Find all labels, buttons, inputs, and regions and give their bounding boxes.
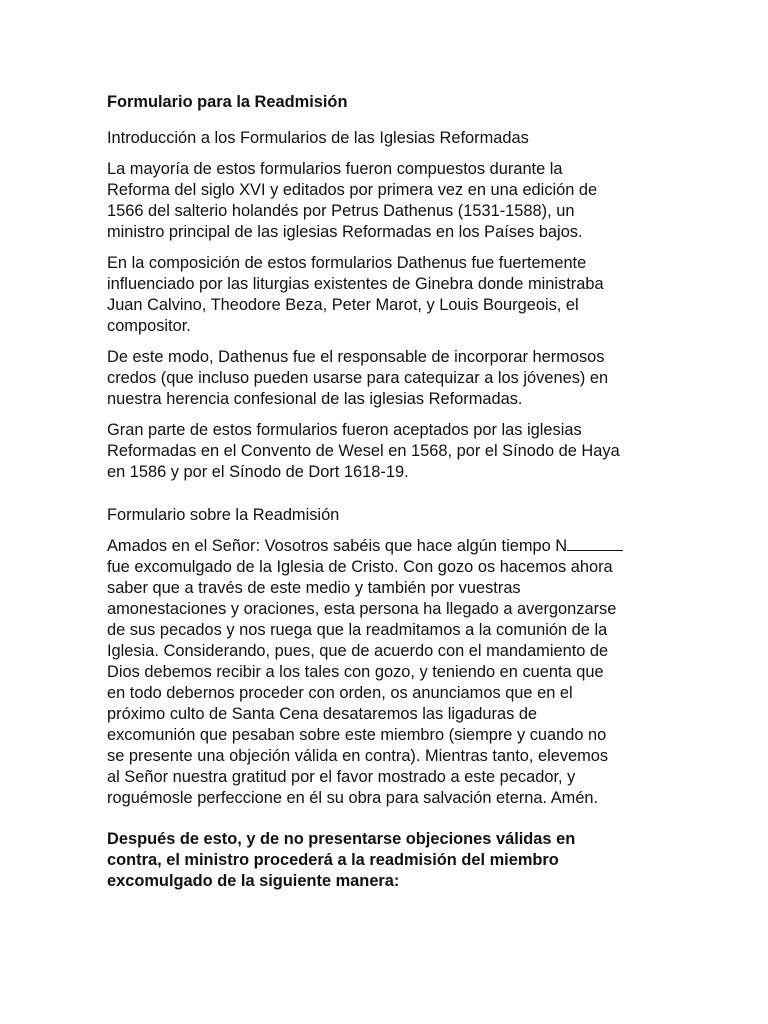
document-page — [107, 92, 667, 892]
intro-heading: Introducción a los Formularios de las Iglesias Reformadas — [107, 129, 529, 147]
paragraph-origin: La mayoría de estos formularios fueron compuestos durante la Reforma del siglo XVI y editados por primera vez en una edición de 1566 del salterio holandés por Petrus Dathenus (1531-1588), un ministro principal de las iglesias Reformadas en los Países bajos. — [107, 160, 598, 241]
address-first-line: Amados en el Señor: Vosotros sabéis que hace algún tiempo N — [107, 537, 568, 555]
closing-instruction: Después de esto, y de no presentarse objeciones válidas en contra, el ministro procederá a la readmisión del miembro excomulgado de la siguiente manera: — [107, 830, 576, 890]
name-blank-line — [567, 536, 623, 551]
paragraph-influence: En la composición de estos formularios Dathenus fue fuertemente influenciado por las liturgias existentes de Ginebra donde ministraba Juan Calvino, Theodore Beza, Peter Marot, y Louis Bourgeois, el compositor. — [107, 254, 604, 335]
address-rest: fue excomulgado de la Iglesia de Cristo. Con gozo os hacemos ahora saber que a través de este medio y también por vuestras amonestaciones y oraciones, esta persona ha llegado a avergonzarse de sus pecados y nos ruega que la readmitamos a la comunión de la Iglesia. Considerando, pues, que de acuerdo con el mandamiento de Dios debemos recibir a los tales con gozo, y teniendo en cuenta que en todo debernos proceder con orden, os anunciamos que en el próximo culto de Santa Cena desataremos las ligaduras de excomunión que pesaban sobre este miembro (siempre y cuando no se presente una objeción válida en contra). Mientras tanto, elevemos al Señor nuestra gratitud por el favor mostrado a este pecador, y roguémosle perfeccione en él su obra para salvación eterna. Amén. — [107, 558, 617, 807]
paragraph-creeds: De este modo, Dathenus fue el responsable de incorporar hermosos credos (que incluso pueden usarse para catequizar a los jóvenes) en nuestra herencia confesional de las iglesias Reformadas. — [107, 348, 609, 408]
paragraph-adoption: Gran parte de estos formularios fueron aceptados por las iglesias Reformadas en el Convento de Wesel en 1568, por el Sínodo de Haya en 1586 y por el Sínodo de Dort 1618-19. — [107, 421, 620, 481]
document-title: Formulario para la Readmisión — [107, 93, 348, 111]
address-paragraph — [107, 536, 667, 809]
section-heading: Formulario sobre la Readmisión — [107, 506, 340, 524]
